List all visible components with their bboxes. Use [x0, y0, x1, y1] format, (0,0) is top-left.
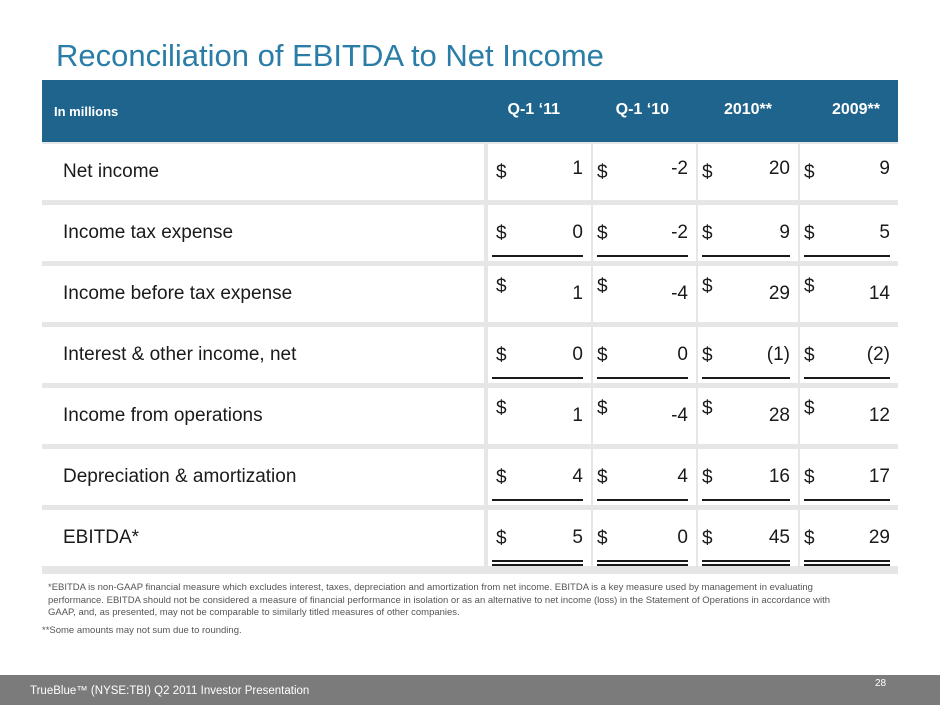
total-double-underline [702, 560, 790, 562]
cell-value: 16 [768, 466, 790, 487]
currency-symbol: $ [496, 528, 507, 549]
cell-value: 4 [572, 466, 583, 487]
cell-value: 0 [677, 344, 688, 365]
subtotal-underline [597, 499, 688, 501]
total-double-underline [804, 564, 890, 566]
currency-symbol: $ [804, 223, 815, 244]
cell-value: -2 [671, 158, 688, 179]
currency-symbol: $ [702, 223, 713, 244]
footer-bar [0, 675, 940, 705]
value-cell-q1-11 [488, 510, 591, 566]
page-title: Reconciliation of EBITDA to Net Income [56, 38, 604, 73]
currency-symbol: $ [597, 398, 608, 419]
value-cell-2009 [800, 266, 898, 322]
cell-value: 0 [572, 222, 583, 243]
subtotal-underline [597, 377, 688, 379]
ebitda-footnote: *EBITDA is non-GAAP financial measure which excludes interest, taxes, depreciation and amortization from net income. EBITDA is a key measure used by management in evaluating performance. EBITDA should not be considered a measure of financial performance in isolation or as an alternative to net income (loss) in the Statement of Operations in accordance with GAAP, and, as presented, may not be comparable to similarly titled measures of other companies. [48, 582, 831, 618]
currency-symbol: $ [496, 398, 507, 419]
cell-value: 20 [768, 158, 790, 179]
value-cell-q1-10 [593, 205, 696, 261]
currency-symbol: $ [804, 276, 815, 297]
currency-symbol: $ [597, 467, 608, 488]
subtotal-underline [804, 499, 890, 501]
value-cell-q1-11 [488, 388, 591, 444]
currency-symbol: $ [597, 345, 608, 366]
value-cell-q1-10 [593, 327, 696, 383]
total-double-underline [597, 560, 688, 562]
column-header-q1-11: Q-1 ‘11 [507, 101, 560, 118]
value-cell-q1-11 [488, 144, 591, 200]
subtotal-underline [702, 499, 790, 501]
currency-symbol: $ [804, 467, 815, 488]
row-label-cell [42, 205, 484, 261]
row-label: Income tax expense [63, 222, 234, 243]
subtotal-underline [492, 255, 583, 257]
total-double-underline [597, 564, 688, 566]
currency-symbol: $ [804, 162, 815, 183]
currency-symbol: $ [496, 162, 507, 183]
currency-symbol: $ [804, 398, 815, 419]
value-cell-q1-11 [488, 266, 591, 322]
cell-value: 1 [572, 405, 583, 426]
subtotal-underline [804, 255, 890, 257]
value-cell-2010 [698, 327, 798, 383]
value-cell-q1-11 [488, 205, 591, 261]
cell-value: 4 [677, 466, 688, 487]
value-cell-2010 [698, 205, 798, 261]
currency-symbol: $ [702, 276, 713, 297]
units-label: In millions [54, 104, 119, 119]
cell-value: -4 [671, 405, 688, 426]
currency-symbol: $ [597, 162, 608, 183]
value-cell-2009 [800, 205, 898, 261]
cell-value: -4 [671, 283, 688, 304]
currency-symbol: $ [496, 276, 507, 297]
value-cell-2009 [800, 388, 898, 444]
value-cell-2010 [698, 266, 798, 322]
presentation-name: TrueBlue™ (NYSE:TBI) Q2 2011 Investor Presentation [30, 685, 310, 697]
subtotal-underline [702, 255, 790, 257]
value-cell-2010 [698, 449, 798, 505]
cell-value: 12 [868, 405, 890, 426]
cell-value: 29 [868, 527, 890, 548]
currency-symbol: $ [702, 528, 713, 549]
value-cell-q1-10 [593, 266, 696, 322]
value-cell-2009 [800, 449, 898, 505]
subtotal-underline [804, 377, 890, 379]
cell-value: 9 [879, 158, 890, 179]
cell-value: 45 [768, 527, 790, 548]
value-cell-q1-10 [593, 449, 696, 505]
row-label-cell [42, 266, 484, 322]
currency-symbol: $ [702, 345, 713, 366]
column-header-q1-10: Q-1 ‘10 [615, 101, 669, 118]
cell-value: 14 [868, 283, 890, 304]
currency-symbol: $ [702, 398, 713, 419]
row-label: Depreciation & amortization [63, 466, 297, 487]
currency-symbol: $ [702, 162, 713, 183]
currency-symbol: $ [804, 345, 815, 366]
currency-symbol: $ [496, 345, 507, 366]
currency-symbol: $ [597, 276, 608, 297]
currency-symbol: $ [597, 223, 608, 244]
table-header [42, 80, 898, 142]
page-number: 28 [875, 678, 887, 689]
value-cell-2009 [800, 327, 898, 383]
row-label: EBITDA* [63, 527, 140, 548]
row-label-cell [42, 327, 484, 383]
cell-value: 29 [768, 283, 790, 304]
value-cell-q1-11 [488, 327, 591, 383]
cell-value: 5 [879, 222, 890, 243]
currency-symbol: $ [702, 467, 713, 488]
total-double-underline [492, 560, 583, 562]
subtotal-underline [492, 377, 583, 379]
value-cell-q1-10 [593, 510, 696, 566]
currency-symbol: $ [804, 528, 815, 549]
row-label: Income before tax expense [63, 283, 293, 304]
cell-value: -2 [671, 222, 688, 243]
value-cell-q1-11 [488, 449, 591, 505]
cell-value: 9 [779, 222, 790, 243]
row-label-cell [42, 449, 484, 505]
cell-value: 17 [868, 466, 890, 487]
total-double-underline [492, 564, 583, 566]
cell-value: 28 [768, 405, 790, 426]
row-label: Net income [63, 161, 160, 182]
total-double-underline [804, 560, 890, 562]
row-label-cell [42, 510, 484, 566]
cell-value: 1 [572, 158, 583, 179]
row-label-cell [42, 144, 484, 200]
value-cell-q1-10 [593, 388, 696, 444]
subtotal-underline [597, 255, 688, 257]
row-label: Income from operations [63, 405, 263, 426]
value-cell-2009 [800, 144, 898, 200]
currency-symbol: $ [496, 467, 507, 488]
currency-symbol: $ [597, 528, 608, 549]
value-cell-2010 [698, 510, 798, 566]
row-label-cell [42, 388, 484, 444]
cell-value: 0 [572, 344, 583, 365]
value-cell-2009 [800, 510, 898, 566]
column-header-2010: 2010** [723, 101, 772, 118]
ebitda-reconciliation-table [42, 80, 898, 574]
value-cell-q1-10 [593, 144, 696, 200]
subtotal-underline [492, 499, 583, 501]
value-cell-2010 [698, 144, 798, 200]
column-header-2009: 2009** [831, 101, 880, 118]
value-cell-2010 [698, 388, 798, 444]
row-label: Interest & other income, net [63, 344, 297, 365]
currency-symbol: $ [496, 223, 507, 244]
rounding-footnote: **Some amounts may not sum due to rounding. [42, 625, 242, 636]
cell-value: 5 [572, 527, 583, 548]
subtotal-underline [702, 377, 790, 379]
cell-value: (2) [866, 344, 890, 365]
cell-value: 0 [677, 527, 688, 548]
total-double-underline [702, 564, 790, 566]
cell-value: 1 [572, 283, 583, 304]
cell-value: (1) [766, 344, 790, 365]
